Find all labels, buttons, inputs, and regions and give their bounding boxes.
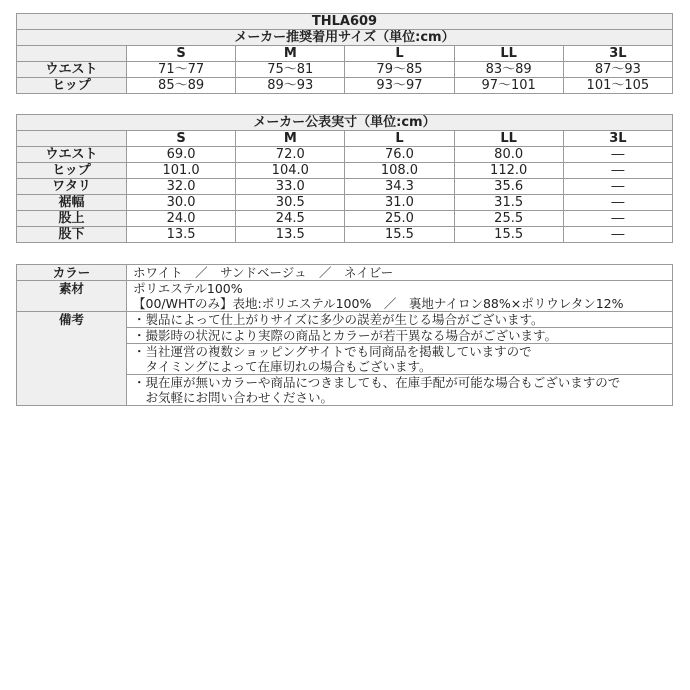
notes-label: 備考 [17,312,127,406]
size-m: M [236,131,345,147]
note-line: ・当社運営の複数ショッピングサイトでも同商品を掲載していますので [133,344,532,359]
color-label: カラー [17,265,127,281]
note-line: お気軽にお問い合わせください。 [133,390,334,405]
cell-value: 75～81 [236,62,345,78]
cell-value: 30.0 [127,195,236,211]
product-code: THLA609 [17,14,673,30]
size-ll: LL [454,131,563,147]
cell-value: ― [563,179,672,195]
size-l: L [345,46,454,62]
cell-value: 80.0 [454,147,563,163]
material-label: 素材 [17,281,127,312]
cell-value: 25.5 [454,211,563,227]
row-label: ヒップ [17,163,127,179]
cell-value: 31.5 [454,195,563,211]
table-row [17,179,673,195]
cell-value: 108.0 [345,163,454,179]
cell-value: ― [563,227,672,243]
cell-value: 15.5 [345,227,454,243]
product-details-table [16,264,673,406]
color-row [17,265,673,281]
cell-value: 87～93 [563,62,672,78]
notes-row [17,312,673,328]
recommended-title: メーカー推奨着用サイズ（単位:cm） [17,30,673,46]
cell-value: 24.0 [127,211,236,227]
cell-value: 89～93 [236,78,345,94]
cell-value: 71～77 [127,62,236,78]
material-line: 【00/WHTのみ】表地:ポリエステル100% ／ 裏地ナイロン88%×ポリウレタン12% [133,296,624,311]
row-label: 股上 [17,211,127,227]
table-row [17,227,673,243]
table-row [17,163,673,179]
size-s: S [127,46,236,62]
cell-value: 32.0 [127,179,236,195]
row-label: ヒップ [17,78,127,94]
material-row [17,281,673,312]
note-line: ・現在庫が無いカラーや商品につきましても、在庫手配が可能な場合もございますので [133,375,621,390]
actual-title: メーカー公表実寸（単位:cm） [17,115,673,131]
cell-value: 85～89 [127,78,236,94]
cell-value: 69.0 [127,147,236,163]
cell-value: 93～97 [345,78,454,94]
table-row [17,62,673,78]
cell-value: ― [563,211,672,227]
actual-measurement-table [16,114,673,243]
row-label: ウエスト [17,147,127,163]
note-item [127,375,673,406]
note-item [127,344,673,375]
cell-value: 25.0 [345,211,454,227]
material-line: ポリエステル100% [133,281,243,296]
cell-value: 101～105 [563,78,672,94]
cell-value: 13.5 [236,227,345,243]
cell-value: 33.0 [236,179,345,195]
note-item [127,312,673,328]
cell-value: 30.5 [236,195,345,211]
size-3l: 3L [563,131,672,147]
size-l: L [345,131,454,147]
cell-value: ― [563,147,672,163]
cell-value: 101.0 [127,163,236,179]
cell-value: 24.5 [236,211,345,227]
table-row [17,211,673,227]
table-row [17,195,673,211]
color-value: ホワイト ／ サンドベージュ ／ ネイビー [127,265,673,281]
row-label: 股下 [17,227,127,243]
recommended-size-table [16,13,673,94]
size-header-row [17,131,673,147]
cell-value: 13.5 [127,227,236,243]
size-m: M [236,46,345,62]
cell-value: 79～85 [345,62,454,78]
cell-value: 34.3 [345,179,454,195]
cell-value: 104.0 [236,163,345,179]
cell-value: 112.0 [454,163,563,179]
cell-value: 31.0 [345,195,454,211]
cell-value: 72.0 [236,147,345,163]
size-s: S [127,131,236,147]
corner-cell [17,46,127,62]
row-label: ワタリ [17,179,127,195]
row-label: 裾幅 [17,195,127,211]
note-line: タイミングによって在庫切れの場合もございます。 [133,359,432,374]
cell-value: 97～101 [454,78,563,94]
cell-value: 35.6 [454,179,563,195]
size-header-row [17,46,673,62]
note-line: ・製品によって仕上がりサイズに多少の誤差が生じる場合がございます。 [133,312,544,327]
note-line: ・撮影時の状況により実際の商品とカラーが若干異なる場合がございます。 [133,328,558,343]
size-ll: LL [454,46,563,62]
size-3l: 3L [563,46,672,62]
note-item [127,328,673,344]
cell-value: 76.0 [345,147,454,163]
row-label: ウエスト [17,62,127,78]
cell-value: 83～89 [454,62,563,78]
material-value [127,281,673,312]
corner-cell [17,131,127,147]
table-row [17,78,673,94]
cell-value: 15.5 [454,227,563,243]
table-row [17,147,673,163]
cell-value: ― [563,195,672,211]
cell-value: ― [563,163,672,179]
